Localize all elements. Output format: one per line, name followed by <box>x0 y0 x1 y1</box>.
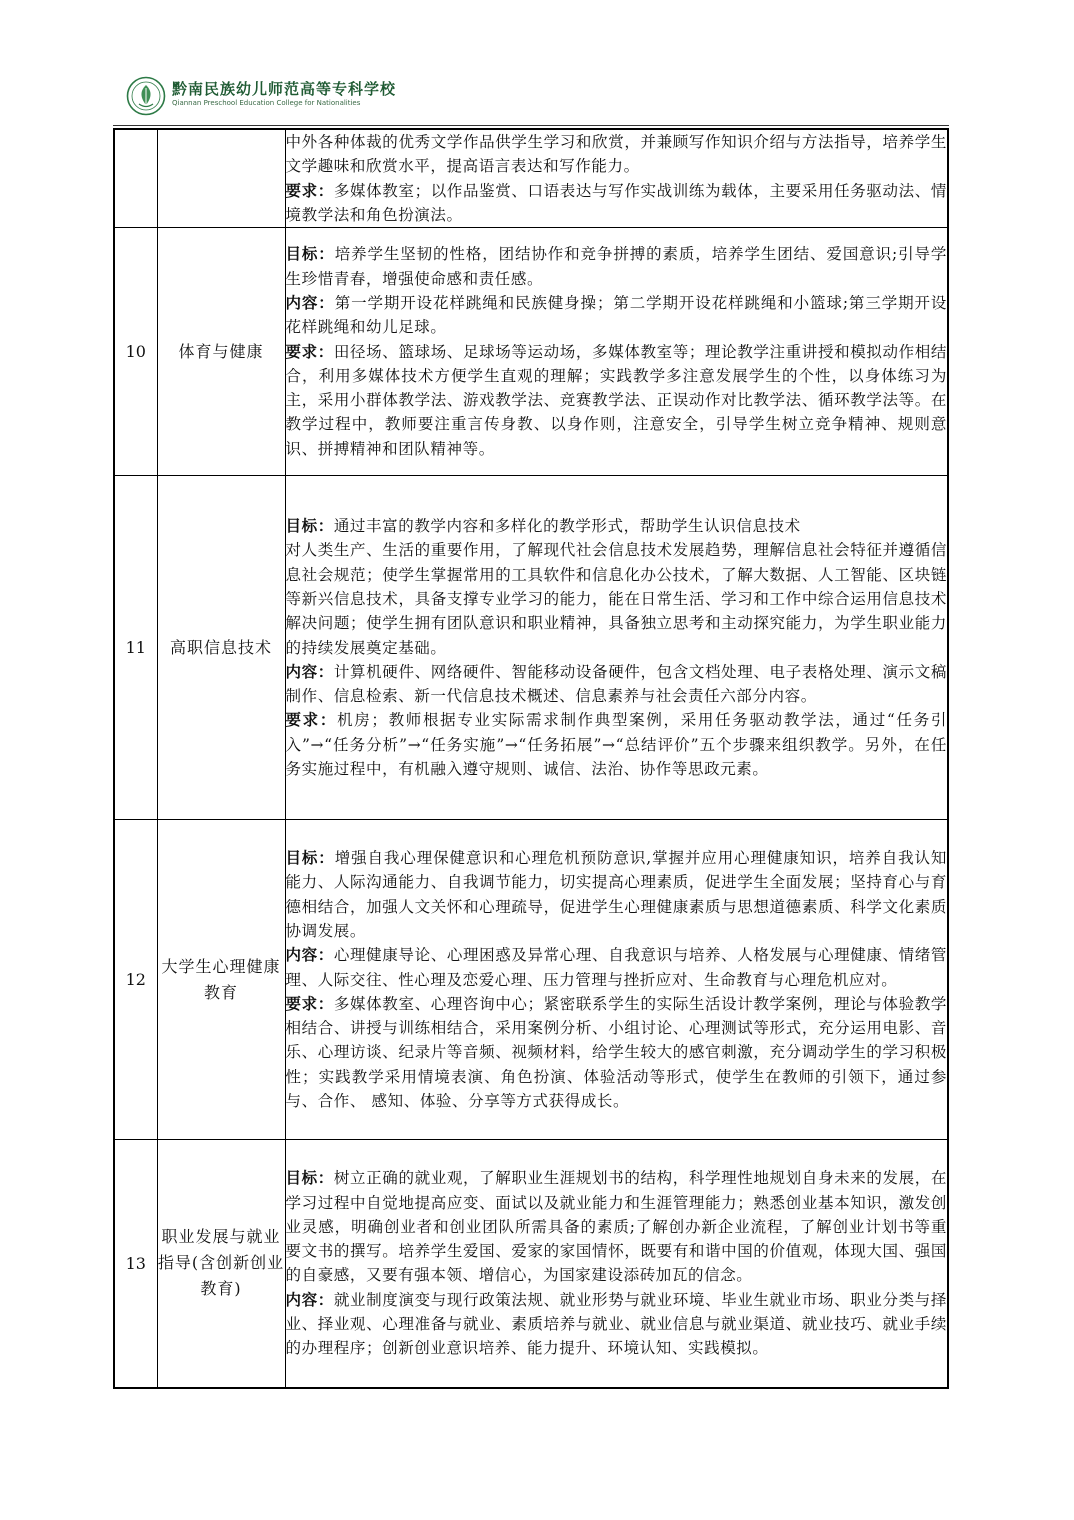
course-description <box>285 820 948 1140</box>
row-number: 13 <box>114 1140 157 1388</box>
paragraph-label: 目标： <box>285 1168 334 1188</box>
description-paragraph <box>286 340 948 461</box>
school-name-cn: 黔南民族幼儿师范高等专科学校 <box>172 80 397 98</box>
table-row <box>114 820 948 1140</box>
row-number: 10 <box>114 228 157 476</box>
paragraph-text: 中外各种体裁的优秀文学作品供学生学习和欣赏，并兼顾写作知识介绍与方法指导，培养学生文学趣味和欣赏水平，提高语言表达和写作能力。 <box>285 133 947 176</box>
description-paragraph <box>286 1166 948 1287</box>
row-number: 11 <box>114 476 157 820</box>
course-name: 职业发展与就业指导(含创新创业教育) <box>157 1140 285 1388</box>
paragraph-text: 第一学期开设花样跳绳和民族健身操；第二学期开设花样跳绳和小篮球;第三学期开设花样跳绳和幼儿足球。 <box>285 293 947 337</box>
table-row <box>114 129 948 228</box>
description-paragraph <box>286 242 948 291</box>
description-paragraph <box>286 660 948 709</box>
paragraph-text: 对人类生产、生活的重要作用，了解现代社会信息技术发展趋势，理解信息社会特征并遵循信息社会规范；使学生掌握常用的工具软件和信息化办公技术，了解大数据、人工智能、区块链等新兴信息技术，具备支撑专业学习的能力，能在日常生活、学习和工作中综合运用信息技术解决问题；使学生拥有团队意识和职业精神，具备独立思考和主动探究能力，为学生职业能力的持续发展奠定基础。 <box>285 541 947 657</box>
paragraph-text: 机房；教师根据专业实际需求制作典型案例，采用任务驱动教学法，通过“任务引入”→“任务分析”→“任务实施”→“任务拓展”→“总结评价”五个步骤来组织教学。另外，在任务实施过程中，有机融入遵守规则、诚信、法治、协作等思政元素。 <box>285 711 947 779</box>
course-name <box>157 129 285 228</box>
description-paragraph <box>286 179 948 228</box>
paragraph-text: 多媒体教室、心理咨询中心；紧密联系学生的实际生活设计教学案例，理论与体验教学相结合、讲授与训练相结合，采用案例分析、小组讨论、心理测试等形式，充分运用电影、音乐、心理访谈、纪录片等音频、视频材料，给学生较大的感官刺激，充分调动学生的学习积极性；实践教学采用情境表演、角色扮演、体验活动等形式，使学生在教师的引领下，通过参与、合作、 感知、体验、分享等方式获得成长。 <box>285 994 947 1111</box>
row-number: 12 <box>114 820 157 1140</box>
paragraph-text: 树立正确的就业观，了解职业生涯规划书的结构，科学理性地规划自身未来的发展，在学习过程中自觉地提高应变、面试以及就业能力和生涯管理能力；熟悉创业基本知识，激发创业灵感，明确创业者和创业团队所需具备的素质;了解创办新企业流程，了解创业计划书等重要文书的撰写。培养学生爱国、爱家的家国情怀，既要有和谐中国的价值观，体现大国、强国的自豪感，又要有强本领、增信心，为国家建设添砖加瓦的信念。 <box>285 1169 947 1285</box>
paragraph-label: 目标： <box>285 244 335 264</box>
curriculum-table <box>113 128 949 1389</box>
description-paragraph <box>286 708 948 781</box>
description-paragraph <box>286 538 948 659</box>
table-row <box>114 476 948 820</box>
description-paragraph <box>286 1288 948 1361</box>
course-description <box>285 129 948 228</box>
course-name: 高职信息技术 <box>157 476 285 820</box>
paragraph-label: 内容： <box>285 661 334 681</box>
page-header <box>126 72 956 124</box>
course-description <box>285 476 948 820</box>
description-paragraph <box>286 514 948 538</box>
paragraph-label: 内容： <box>285 1289 334 1309</box>
paragraph-text: 增强自我心理保健意识和心理危机预防意识,掌握并应用心理健康知识，培养自我认知能力、人际沟通能力、自我调节能力，切实提高心理素质，促进学生全面发展；坚持育心与育德相结合，加强人文关怀和心理疏导，促进学生心理健康素质与思想道德素质、科学文化素质协调发展。 <box>285 849 947 940</box>
paragraph-text: 就业制度演变与现行政策法规、就业形势与就业环境、毕业生就业市场、职业分类与择业、择业观、心理准备与就业、素质培养与就业、就业信息与就业渠道、就业技巧、就业手续的办理程序；创新创业意识培养、能力提升、环境认知、实践模拟。 <box>285 1290 947 1358</box>
header-divider <box>113 125 949 126</box>
row-number <box>114 129 157 228</box>
course-name: 体育与健康 <box>157 228 285 476</box>
paragraph-label: 内容： <box>285 292 335 312</box>
school-name-en: Qiannan Preschool Education College for Nationalities <box>172 99 361 107</box>
paragraph-text: 计算机硬件、网络硬件、智能移动设备硬件，包含文档处理、电子表格处理、演示文稿制作、信息检索、新一代信息技术概述、信息素养与社会责任六部分内容。 <box>285 662 947 706</box>
course-name: 大学生心理健康教育 <box>157 820 285 1140</box>
paragraph-label: 要求： <box>285 341 334 361</box>
paragraph-label: 要求： <box>285 180 334 200</box>
table-row <box>114 228 948 476</box>
description-paragraph <box>286 130 948 179</box>
paragraph-text: 培养学生坚韧的性格，团结协作和竞争拼搏的素质，培养学生团结、爱国意识;引导学生珍惜青春，增强使命感和责任感。 <box>285 245 947 288</box>
description-paragraph <box>286 291 948 340</box>
school-logo-icon <box>126 76 166 116</box>
course-description <box>285 1140 948 1388</box>
description-paragraph <box>286 992 948 1113</box>
paragraph-text: 通过丰富的教学内容和多样化的教学形式，帮助学生认识信息技术 <box>333 517 801 536</box>
paragraph-label: 要求： <box>285 710 338 730</box>
paragraph-label: 内容： <box>285 945 334 965</box>
table-row <box>114 1140 948 1388</box>
course-description <box>285 228 948 476</box>
description-paragraph <box>286 846 948 943</box>
paragraph-text: 田径场、篮球场、足球场等运动场，多媒体教室等；理论教学注重讲授和模拟动作相结合，利用多媒体技术方便学生直观的理解；实践教学多注意发展学生的个性，以身体练习为主，采用小群体教学法、游戏教学法、竞赛教学法、正误动作对比教学法、循环教学法等。在教学过程中，教师要注重言传身教、以身作则，注意安全，引导学生树立竞争精神、规则意识、拼搏精神和团队精神等。 <box>285 342 947 458</box>
paragraph-label: 目标： <box>285 848 335 868</box>
description-paragraph <box>286 943 948 992</box>
paragraph-text: 心理健康导论、心理困惑及异常心理、自我意识与培养、人格发展与心理健康、情绪管理、人际交往、性心理及恋爱心理、压力管理与挫折应对、生命教育与心理危机应对。 <box>285 946 947 989</box>
paragraph-label: 要求： <box>285 993 334 1013</box>
paragraph-text: 多媒体教室；以作品鉴赏、口语表达与写作实战训练为载体，主要采用任务驱动法、情境教学法和角色扮演法。 <box>285 181 947 224</box>
paragraph-label: 目标： <box>285 516 334 536</box>
